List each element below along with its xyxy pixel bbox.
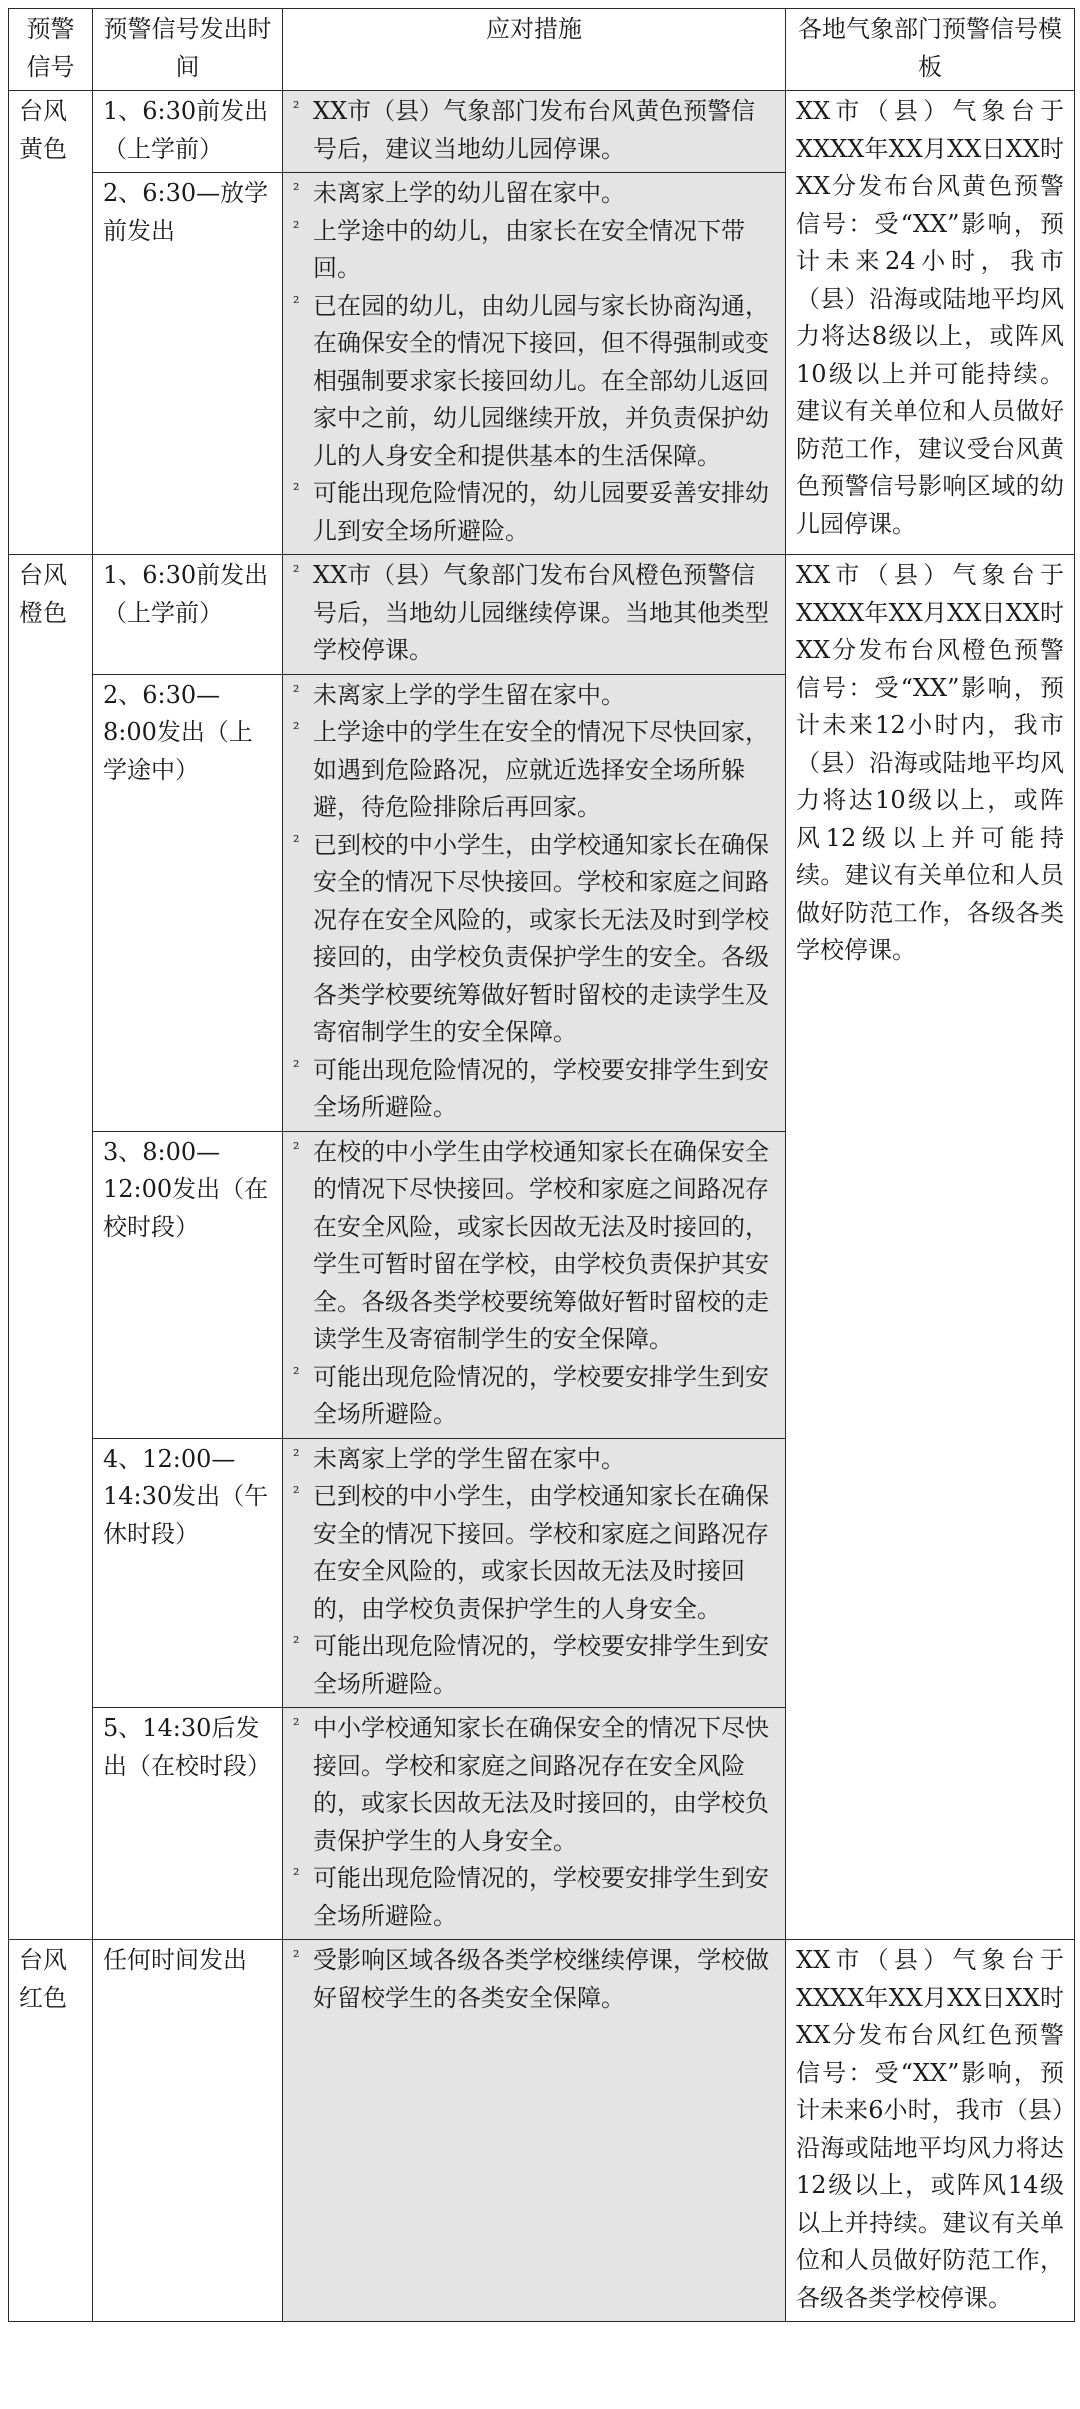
typhoon-warning-table [8, 8, 1075, 2322]
bullet-marker: ² [293, 1138, 300, 1158]
bullet-marker: ² [293, 292, 300, 312]
issue-time: 3、8:00—12:00发出（在校时段） [93, 1131, 283, 1438]
measure-item [293, 1052, 775, 1127]
measure-text: 受影响区域各级各类学校继续停课，学校做好留校学生的各类安全保障。 [313, 1946, 769, 2012]
measure-text: 未离家上学的学生留在家中。 [313, 1444, 625, 1473]
measure-text: XX市（县）气象部门发布台风黄色预警信号后，建议当地幼儿园停课。 [313, 97, 756, 163]
signal-level: 台风黄色 [9, 91, 93, 555]
measure-item [293, 827, 775, 1052]
measure-item [293, 1441, 775, 1479]
measure-item [293, 175, 775, 213]
measure-text: XX市（县）气象部门发布台风橙色预警信号后，当地幼儿园继续停课。当地其他类型学校停课。 [313, 561, 769, 664]
bullet-marker: ² [293, 180, 300, 199]
bullet-marker: ² [293, 1947, 300, 1966]
measure-item [293, 93, 775, 168]
measure-item [293, 1134, 775, 1359]
measure-item [293, 677, 775, 715]
measures-cell [283, 173, 786, 555]
header-issue-time: 预警信号发出时间 [93, 9, 283, 91]
issue-time: 5、14:30后发出（在校时段） [93, 1708, 283, 1940]
measure-item [293, 1359, 775, 1434]
measure-item [293, 1478, 775, 1628]
bullet-marker: ² [293, 98, 300, 117]
issue-time: 1、6:30前发出（上学前） [93, 91, 283, 173]
table-row [9, 555, 1075, 675]
measure-text: 已到校的中小学生，由学校通知家长在确保安全的情况下尽快接回。学校和家庭之间路况存在安全风险的，或家长无法及时到学校接回的，由学校负责保护学生的安全。各级各类学校要统筹做好暂时留校的走读学生及寄宿制学生的安全保障。 [313, 830, 769, 1046]
measures-cell [283, 1708, 786, 1940]
warning-template: XX市（县）气象台于XXXX年XX月XX日XX时XX分发布台风红色预警信号：受“XX”影响，预计未来6小时，我市（县）沿海或陆地平均风力将达12级以上，或阵风14级以上并持续。建议有关单位和人员做好防范工作，各级各类学校停课。 [786, 1940, 1075, 2322]
header-signal: 预警信号 [9, 9, 93, 91]
table-body [9, 91, 1075, 2322]
measure-text: 中小学校通知家长在确保安全的情况下尽快接回。学校和家庭之间路况存在安全风险的，或家长因故无法及时接回的，由学校负责保护学生的人身安全。 [313, 1714, 769, 1855]
measure-item [293, 1628, 775, 1703]
measures-cell [283, 674, 786, 1131]
measures-cell [283, 1131, 786, 1438]
measures-cell [283, 1940, 786, 2322]
bullet-marker: ² [293, 831, 300, 851]
table-header-row [9, 9, 1075, 91]
signal-level: 台风橙色 [9, 555, 93, 1940]
bullet-marker: ² [293, 1715, 300, 1734]
measure-item [293, 557, 775, 670]
bullet-marker: ² [293, 1483, 300, 1502]
measure-item [293, 213, 775, 288]
measure-text: 上学途中的幼儿，由家长在安全情况下带回。 [313, 216, 745, 282]
measure-text: 未离家上学的学生留在家中。 [313, 680, 625, 709]
measure-text: 上学途中的学生在安全的情况下尽快回家，如遇到危险路况，应就近选择安全场所躲避，待危险排除后再回家。 [313, 718, 769, 821]
table-row [9, 91, 1075, 173]
measure-item [293, 475, 775, 550]
measure-text: 可能出现危险情况的，学校要安排学生到安全场所避险。 [313, 1864, 769, 1930]
bullet-marker: ² [293, 562, 300, 581]
bullet-marker: ² [293, 1445, 300, 1465]
measures-cell [283, 91, 786, 173]
measure-text: 已在园的幼儿，由幼儿园与家长协商沟通，在确保安全的情况下接回，但不得强制或变相强制要求家长接回幼儿。在全部幼儿返回家中之前，幼儿园继续开放，并负责保护幼儿的人身安全和提供基本的生活保障。 [313, 291, 769, 470]
table-row [9, 1940, 1075, 2322]
bullet-marker: ² [293, 217, 300, 237]
signal-level: 台风红色 [9, 1940, 93, 2322]
measure-item [293, 288, 775, 476]
measure-item [293, 714, 775, 827]
warning-template: XX市（县）气象台于XXXX年XX月XX日XX时XX分发布台风橙色预警信号：受“XX”影响，预计未来12小时内，我市（县）沿海或陆地平均风力将达10级以上，或阵风12级以上并可能持续。建议有关单位和人员做好防范工作，各级各类学校停课。 [786, 555, 1075, 1940]
measure-text: 在校的中小学生由学校通知家长在确保安全的情况下尽快接回。学校和家庭之间路况存在安全风险，或家长因故无法及时接回的，学生可暂时留在学校，由学校负责保护其安全。各级各类学校要统筹做好暂时留校的走读学生及寄宿制学生的安全保障。 [313, 1137, 769, 1353]
measure-text: 可能出现危险情况的，幼儿园要妥善安排幼儿到安全场所避险。 [313, 479, 769, 545]
bullet-marker: ² [293, 480, 300, 499]
measure-text: 已到校的中小学生，由学校通知家长在确保安全的情况下接回。学校和家庭之间路况存在安全风险的，或家长因故无法及时接回的，由学校负责保护学生的人身安全。 [313, 1482, 769, 1623]
warning-template: XX市（县）气象台于XXXX年XX月XX日XX时XX分发布台风黄色预警信号：受“XX”影响，预计未来24小时，我市（县）沿海或陆地平均风力将达8级以上，或阵风10级以上并可能持续。建议有关单位和人员做好防范工作，建议受台风黄色预警信号影响区域的幼儿园停课。 [786, 91, 1075, 555]
measure-text: 可能出现危险情况的，学校要安排学生到安全场所避险。 [313, 1055, 769, 1121]
measure-text: 未离家上学的幼儿留在家中。 [313, 179, 625, 207]
bullet-marker: ² [293, 1633, 300, 1652]
measures-cell [283, 1438, 786, 1708]
measure-item [293, 1942, 775, 2017]
measure-text: 可能出现危险情况的，学校要安排学生到安全场所避险。 [313, 1632, 769, 1698]
issue-time: 1、6:30前发出（上学前） [93, 555, 283, 675]
header-measures: 应对措施 [283, 9, 786, 91]
bullet-marker: ² [293, 681, 300, 701]
issue-time: 任何时间发出 [93, 1940, 283, 2322]
issue-time: 4、12:00—14:30发出（午休时段） [93, 1438, 283, 1708]
issue-time: 2、6:30—放学前发出 [93, 173, 283, 555]
measures-cell [283, 555, 786, 675]
measure-text: 可能出现危险情况的，学校要安排学生到安全场所避险。 [313, 1362, 769, 1428]
header-template: 各地气象部门预警信号模板 [786, 9, 1075, 91]
bullet-marker: ² [293, 719, 300, 738]
measure-item [293, 1710, 775, 1860]
bullet-marker: ² [293, 1056, 300, 1076]
issue-time: 2、6:30—8:00发出（上学途中） [93, 674, 283, 1131]
bullet-marker: ² [293, 1865, 300, 1884]
bullet-marker: ² [293, 1363, 300, 1383]
measure-item [293, 1860, 775, 1935]
